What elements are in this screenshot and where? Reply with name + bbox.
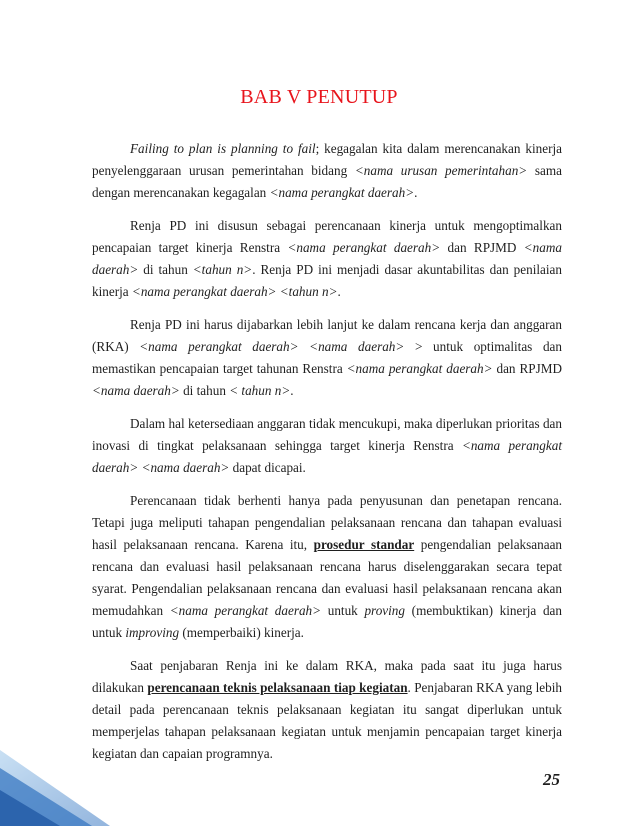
- italic-run: Failing to plan is planning to fail: [130, 141, 316, 156]
- text-run: (membuktikan) kinerja dan untuk: [92, 603, 563, 640]
- italic-run: < tahun n>: [229, 383, 291, 398]
- text-run: . Penjabaran RKA yang lebih detail pada perencanaan teknis pelaksanaan kegiatan itu sangat diperlukan untuk memperjelas tahapan pelaksanaan kegiatan untuk menjamin pencapaian target kinerja kegiatan dan capaian programnya.: [92, 680, 562, 761]
- text-run: [299, 339, 310, 354]
- text-run: (memperbaiki) kinerja.: [179, 625, 304, 640]
- text-run: Dalam hal ketersediaan anggaran tidak mencukupi, maka diperlukan prioritas dan inovasi di tingkat pelaksanaan sehingga target kinerja Renstra: [92, 416, 562, 453]
- paragraph: [92, 138, 562, 204]
- italic-run: <nama perangkat daerah>: [346, 361, 493, 376]
- text-run: Saat penjabaran Renja ini ke dalam RKA, maka pada saat itu juga harus dilakukan: [92, 658, 562, 695]
- text-run: pengendalian pelaksanaan rencana dan evaluasi hasil pelaksanaan rencana harus diselenggarakan secara tepat syarat. Pengendalian pelaksanaan rencana dan evaluasi hasil pelaksanaan rencana akan memudahkan: [92, 537, 563, 618]
- text-run: Renja PD ini disusun sebagai perencanaan kinerja untuk mengoptimalkan pencapaian target kinerja Renstra: [92, 218, 562, 255]
- italic-run: <nama perangkat daerah>: [131, 284, 277, 299]
- text-run: di tahun: [179, 383, 230, 398]
- italic-run: improving: [125, 625, 180, 640]
- chapter-title: BAB V PENUTUP: [240, 86, 398, 108]
- italic-run: <nama urusan pemerintahan>: [354, 163, 528, 178]
- text-run: Renja PD ini harus dijabarkan lebih lanjut ke dalam rencana kerja dan anggaran (RKA): [92, 317, 562, 354]
- italic-run: <tahun n>: [192, 262, 253, 277]
- italic-run: <nama daerah>: [92, 240, 562, 277]
- emphasis-run: perencanaan teknis pelaksanaan tiap kegiatan: [147, 680, 408, 695]
- paragraph: [92, 490, 562, 644]
- italic-run: <nama daerah>: [309, 339, 405, 354]
- text-run: dapat dicapai.: [229, 460, 306, 475]
- text-run: > untuk optimalitas dan memastikan pencapaian target tahunan Renstra: [92, 339, 563, 376]
- paragraph: [92, 215, 562, 303]
- italic-run: <nama daerah>: [141, 460, 230, 475]
- italic-run: <nama perangkat daerah>: [269, 185, 415, 200]
- paragraph: [92, 413, 562, 479]
- text-run: .: [414, 185, 418, 200]
- italic-run: <tahun n>: [279, 284, 338, 299]
- text-run: . Renja PD ini menjadi dasar akuntabilitas dan penilaian kinerja: [92, 262, 562, 299]
- italic-run: <nama perangkat daerah>: [139, 339, 299, 354]
- emphasis-run: prosedur standar: [313, 537, 415, 552]
- body-text: [92, 138, 562, 776]
- text-run: di tahun: [138, 262, 193, 277]
- text-run: Perencanaan tidak berhenti hanya pada penyusunan dan penetapan rencana. Tetapi juga meliputi tahapan pengendalian pelaksanaan rencana dan tahapan evaluasi hasil pelaksanaan rencana. Karena itu,: [92, 493, 562, 552]
- italic-run: proving: [364, 603, 405, 618]
- italic-run: <nama daerah>: [92, 383, 180, 398]
- text-run: sama dengan merencanakan kegagalan: [92, 163, 562, 200]
- paragraph: [92, 314, 562, 402]
- text-run: untuk: [321, 603, 365, 618]
- italic-run: <nama perangkat daerah>: [92, 438, 562, 475]
- text-run: ; kegagalan kita dalam merencanakan kinerja penyelenggaraan urusan pemerintahan bidang: [92, 141, 563, 178]
- italic-run: <nama perangkat daerah>: [287, 240, 441, 255]
- italic-run: <nama perangkat daerah>: [169, 603, 322, 618]
- paragraph: [92, 655, 562, 765]
- text-run: .: [290, 383, 294, 398]
- text-run: .: [337, 284, 341, 299]
- text-run: dan RPJMD: [440, 240, 524, 255]
- page-number: 25: [543, 770, 560, 789]
- text-run: dan RPJMD: [492, 361, 562, 376]
- corner-decoration: [0, 750, 110, 826]
